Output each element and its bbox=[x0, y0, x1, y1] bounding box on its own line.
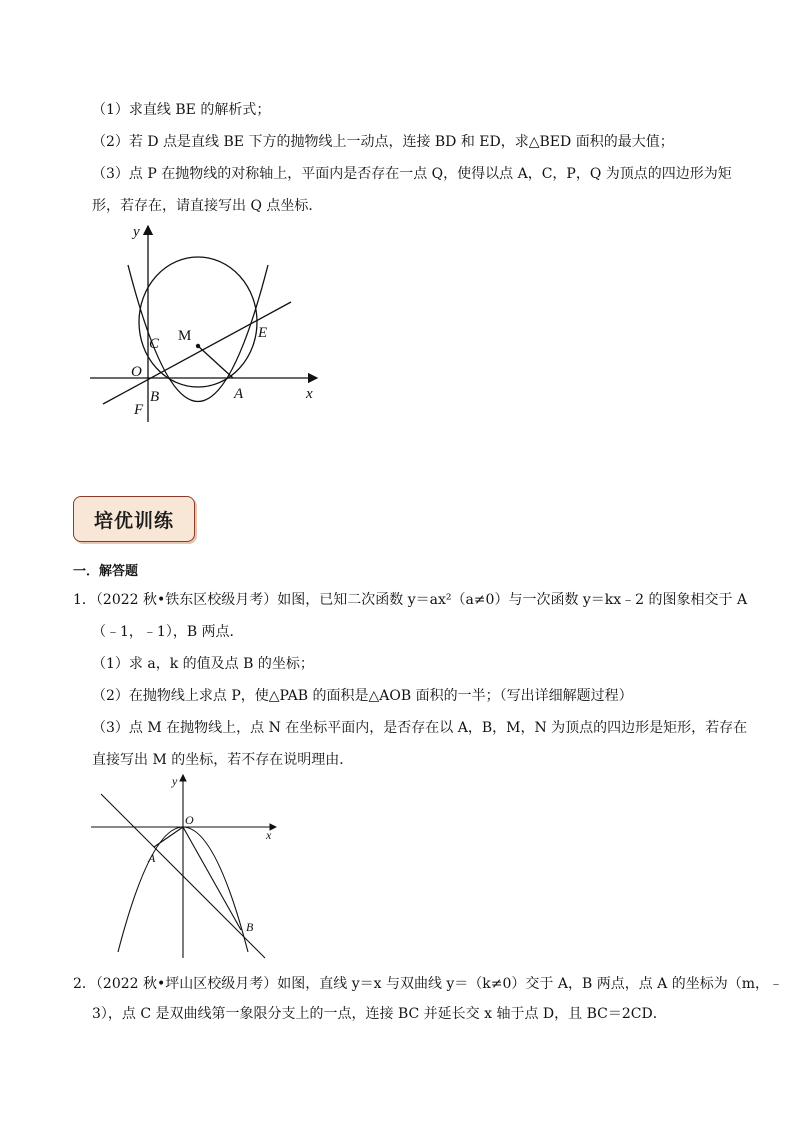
circle-m bbox=[139, 257, 257, 387]
label-x: x bbox=[306, 386, 313, 402]
point-m bbox=[196, 344, 200, 348]
figure-parabola-line bbox=[88, 772, 283, 962]
prev-part-2: （2）若 D 点是直线 BE 下方的抛物线上一动点，连接 BD 和 ED，求△BED 面积的最大值； bbox=[92, 134, 674, 150]
line-be bbox=[103, 302, 291, 404]
p1-line-3: （1）求 a，k 的值及点 B 的坐标； bbox=[92, 656, 314, 672]
label-e: E bbox=[258, 325, 268, 341]
label-c: C bbox=[149, 336, 160, 352]
prev-part-1: （1）求直线 BE 的解析式； bbox=[92, 102, 271, 118]
label-a: A bbox=[234, 386, 244, 402]
label-y: y bbox=[172, 774, 178, 788]
label-o: O bbox=[185, 813, 194, 827]
p1-line-1: 1．（2022 秋•铁东区校级月考）如图，已知二次函数 y＝ax²（a≠0）与一次函数 y＝kx﹣2 的图象相交于 A bbox=[73, 592, 748, 608]
label-b: B bbox=[150, 389, 160, 405]
section-badge: 培优训练 bbox=[73, 496, 195, 542]
segment-oa bbox=[154, 827, 183, 847]
figure-parabola-circle bbox=[85, 220, 325, 425]
section-title: 一．解答题 bbox=[73, 564, 139, 579]
label-y: y bbox=[133, 224, 140, 240]
segment-ma bbox=[198, 346, 233, 378]
label-o: O bbox=[131, 364, 142, 380]
p1-line-4: （2）在抛物线上求点 P，使△PAB 的面积是△AOB 面积的一半；（写出详细解题过程） bbox=[92, 688, 633, 704]
label-x: x bbox=[266, 828, 272, 842]
label-f: F bbox=[134, 402, 144, 418]
label-m: M bbox=[178, 328, 192, 344]
prev-part-3: （3）点 P 在抛物线的对称轴上，平面内是否存在一点 Q，使得以点 A，C，P，Q 为顶点的四边形为矩 bbox=[92, 166, 732, 182]
prev-part-3-cont: 形，若存在，请直接写出 Q 点坐标． bbox=[92, 198, 323, 214]
label-b: B bbox=[246, 920, 254, 934]
p2-line-1: 2．（2022 秋•坪山区校级月考）如图，直线 y＝x 与双曲线 y＝（k≠0）交于 A，B 两点，点 A 的坐标为（m，﹣ bbox=[73, 976, 784, 992]
p1-line-2: （﹣1，﹣1），B 两点． bbox=[92, 624, 244, 640]
p1-line-6: 直接写出 M 的坐标，若不存在说明理由． bbox=[92, 752, 354, 768]
p1-line-5: （3）点 M 在抛物线上，点 N 在坐标平面内，是否存在以 A，B，M，N 为顶点的四边形是矩形，若存在 bbox=[92, 720, 748, 736]
p2-line-2: 3），点 C 是双曲线第一象限分支上的一点，连接 BC 并延长交 x 轴于点 D，且 BC＝2CD． bbox=[92, 1006, 667, 1022]
label-a: A bbox=[148, 851, 156, 865]
segment-ob bbox=[183, 827, 241, 930]
